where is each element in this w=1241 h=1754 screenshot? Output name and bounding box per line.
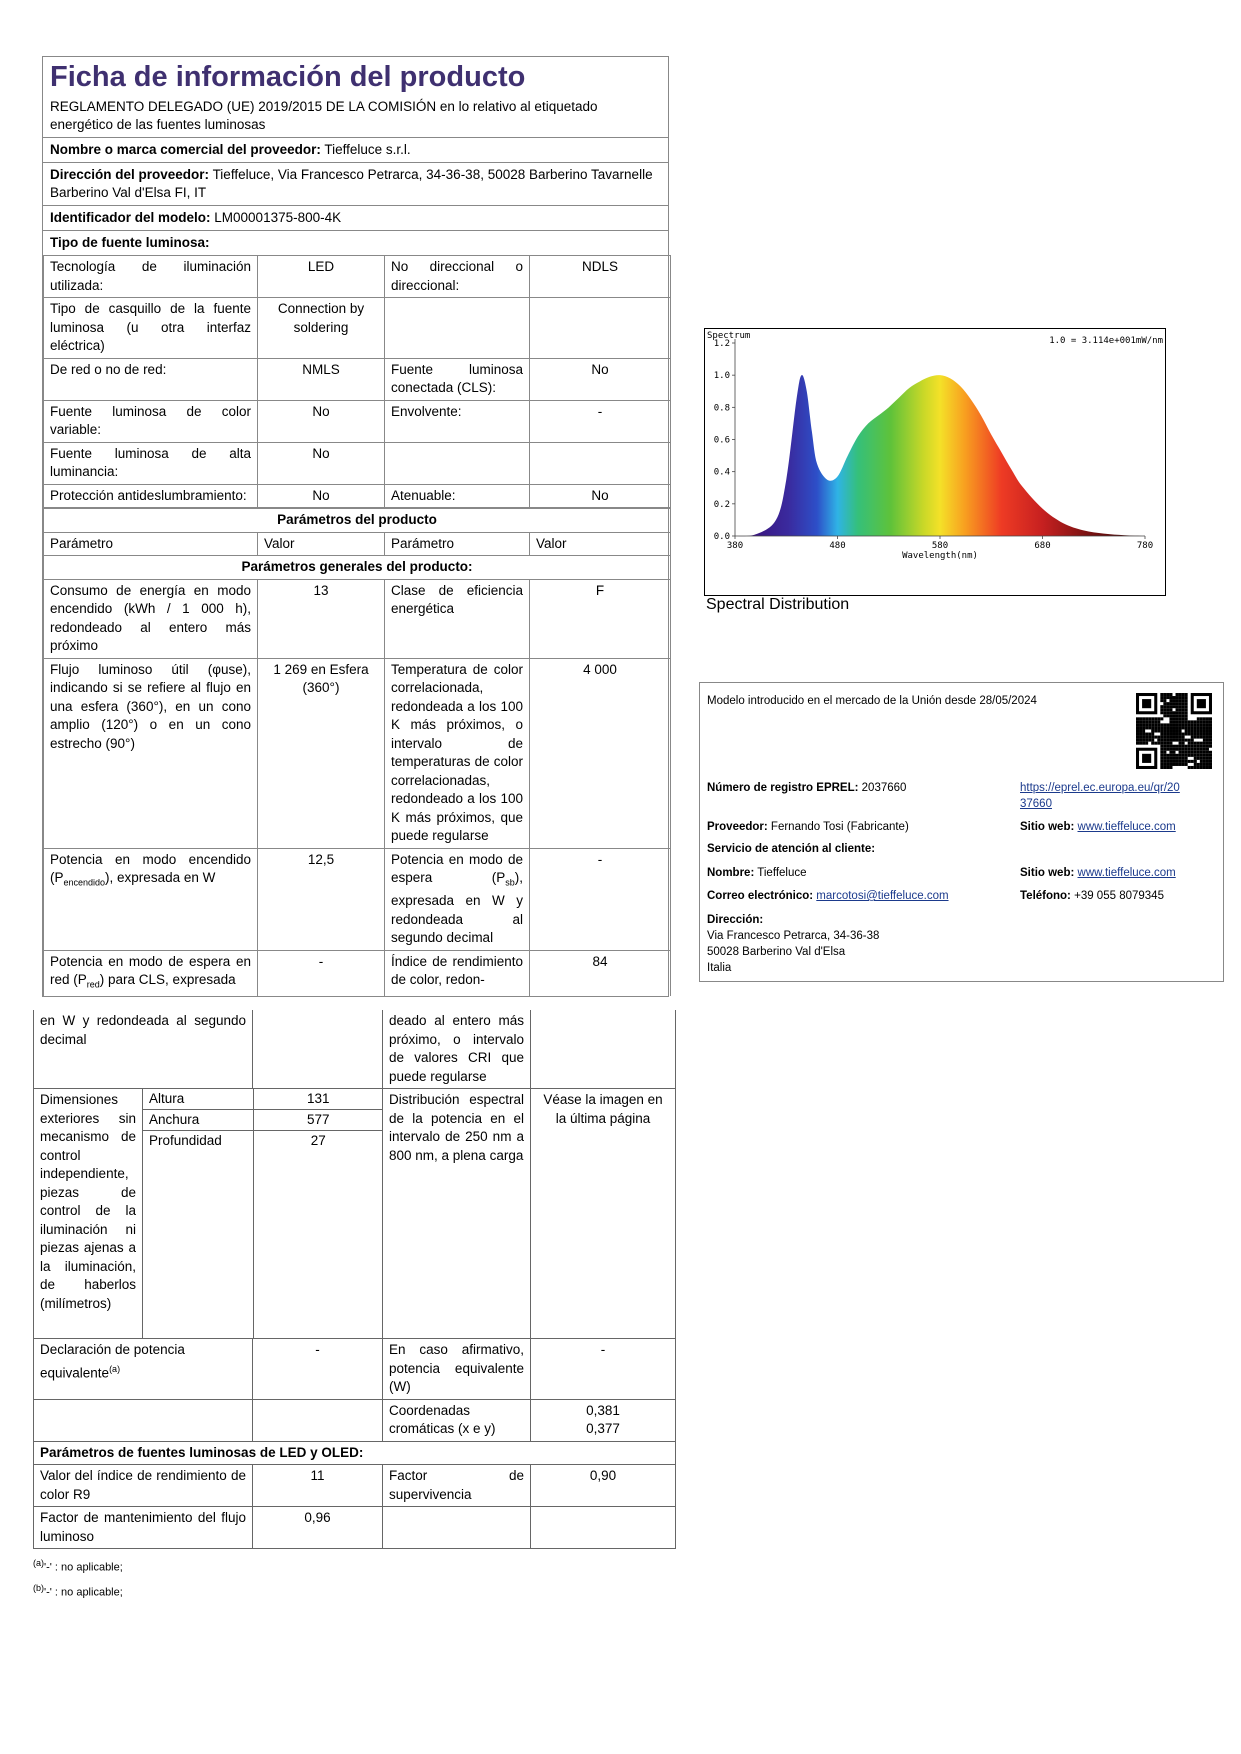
y-tick-label: 0.0 <box>713 532 730 542</box>
supplier-row <box>43 138 668 163</box>
eprel-reg: Número de registro EPREL: 2037660 <box>707 782 907 794</box>
source-cell: No <box>258 484 385 508</box>
model-label: Identificador del modelo: <box>50 210 211 225</box>
chroma-label: Coordenadas cromáticas (x e y) <box>383 1399 531 1441</box>
cont-empty-cell <box>253 1010 383 1089</box>
eprel-box <box>699 682 1224 982</box>
table-row <box>34 1010 676 1089</box>
eprel-intro: Modelo introducido en el mercado de la Unión desde 28/05/2024 <box>707 695 1037 707</box>
table-row <box>44 848 671 950</box>
maint-value: 0,96 <box>253 1507 383 1549</box>
y-tick-label: 0.8 <box>713 403 730 414</box>
empty-cell <box>383 1507 531 1549</box>
table-row <box>34 1089 676 1339</box>
chart-title: Spectrum <box>707 331 751 341</box>
chroma-x: 0,381 <box>586 1402 620 1418</box>
y-tick-label: 0.2 <box>713 499 730 510</box>
y-tick-label: 0.4 <box>713 467 730 478</box>
survival-label: Factor de supervivencia <box>383 1465 531 1507</box>
table-row <box>34 1507 676 1549</box>
website-link[interactable]: www.tieffeluce.com <box>1077 821 1176 833</box>
col-value-1: Valor <box>258 532 385 556</box>
source-cell: No direccional o direccional: <box>385 256 530 298</box>
source-cell <box>530 298 671 359</box>
address-label: Dirección del proveedor: <box>50 167 210 182</box>
eprel-link[interactable]: https://eprel.ec.europa.eu/qr/20 37660 <box>1020 782 1180 810</box>
qr-code-icon <box>1136 693 1212 769</box>
spectrum-area <box>735 375 1145 536</box>
address-value: Tieffeluce, Via Francesco Petrarca, 34-36-38, 50028 Barberino Tavarnelle Barberino Val d'Elsa FI, IT <box>50 167 653 200</box>
cont-right-text: deado al entero más próximo, o intervalo de valores CRI que puede regularse <box>383 1010 531 1089</box>
table-row <box>44 256 671 298</box>
table-row <box>44 484 671 508</box>
x-tick-label: 780 <box>1136 541 1154 551</box>
equiv-label: Declaración de potencia equivalente$^{(a)}$ <box>34 1339 253 1400</box>
dims-row <box>143 1131 383 1339</box>
col-param-2: Parámetro <box>385 532 530 556</box>
net-standby-label: Potencia en modo de espera en red $(P_{red})$ para CLS, expresada <box>44 950 258 996</box>
eprel-provider: Proveedor: Fernando Tosi (Fabricante) <box>707 821 909 833</box>
general-heading: Parámetros generales del producto: <box>44 556 671 580</box>
source-cell: No <box>258 442 385 484</box>
source-cell: Fuente luminosa de color variable: <box>44 400 258 442</box>
survival-value: 0,90 <box>531 1465 676 1507</box>
dims-row <box>143 1089 383 1110</box>
source-cell <box>530 442 671 484</box>
spectrum-svg <box>705 329 1165 595</box>
address-row <box>43 163 668 206</box>
spectrum-chart <box>704 328 1166 596</box>
table-row <box>44 658 671 848</box>
equiv-value: - <box>253 1339 383 1400</box>
source-cell: - <box>530 400 671 442</box>
source-cell: Connection by soldering <box>258 298 385 359</box>
dim-name: Altura <box>143 1089 253 1110</box>
continued-table <box>33 1010 676 1549</box>
cont-empty-cell <box>531 1010 676 1089</box>
x-tick-label: 680 <box>1034 541 1051 551</box>
table-row <box>44 442 671 484</box>
dims-subtable <box>143 1089 383 1338</box>
general-params-body <box>44 579 671 848</box>
params-table <box>43 508 671 996</box>
model-row <box>43 206 668 231</box>
params-heading: Parámetros del producto <box>44 509 671 533</box>
eprel-web2: Sitio web: www.tieffeluce.com <box>1020 867 1176 879</box>
empty-cell <box>34 1399 253 1441</box>
supplier-value: Tieffeluce s.r.l. <box>324 142 411 157</box>
product-info-sheet <box>42 56 669 997</box>
general-param-cell: F <box>530 579 671 658</box>
plot-area <box>714 339 1153 561</box>
general-param-cell: 1 269 en Esfera (360°) <box>258 658 385 848</box>
r9-value: 11 <box>253 1465 383 1507</box>
dim-value: 131 <box>253 1089 383 1110</box>
website-link-2[interactable]: www.tieffeluce.com <box>1077 867 1176 879</box>
footnote-b: $^{(b)}$'-' : no aplicable; <box>33 1582 123 1599</box>
source-cell: No <box>258 400 385 442</box>
qr-code-graphic <box>1136 693 1212 769</box>
source-cell: Tipo de casquillo de la fuente luminosa (u otra interfaz eléctrica) <box>44 298 258 359</box>
x-tick-label: 580 <box>931 541 949 551</box>
y-tick-label: 1.2 <box>713 339 730 349</box>
chart-caption: Spectral Distribution <box>706 596 850 613</box>
col-value-2: Valor <box>530 532 671 556</box>
eprel-url <box>1020 780 1180 812</box>
x-axis-label: Wavelength(nm) <box>902 551 978 561</box>
dims-cell <box>143 1089 383 1339</box>
spectral-value: Véase la imagen en la última página <box>531 1089 676 1339</box>
empty-cell <box>253 1399 383 1441</box>
standby-label: Potencia en modo de espera $(P_{sb})$, expresada en W y redondeada al segundo decimal <box>385 848 530 950</box>
dims-body <box>143 1089 383 1338</box>
cri-label: Índice de rendimiento de color, redon- <box>385 950 530 996</box>
email-link[interactable]: marcotosi@tieffeluce.com <box>816 890 949 902</box>
chroma-y: 0,377 <box>586 1421 620 1436</box>
source-cell: NMLS <box>258 358 385 400</box>
equiv-w-value: - <box>531 1339 676 1400</box>
col-param-1: Parámetro <box>44 532 258 556</box>
dim-name: Profundidad <box>143 1131 253 1339</box>
dim-name: Anchura <box>143 1110 253 1131</box>
table-row <box>34 1339 676 1400</box>
source-type-body <box>44 256 671 508</box>
eprel-web: Sitio web: www.tieffeluce.com <box>1020 821 1176 833</box>
y-tick-label: 0.6 <box>713 435 730 446</box>
eprel-name: Nombre: Tieffeluce <box>707 867 807 879</box>
eprel-email: Correo electrónico: marcotosi@tieffeluce.com <box>707 890 949 902</box>
led-heading: Parámetros de fuentes luminosas de LED y OLED: <box>34 1441 676 1465</box>
empty-cell <box>531 1507 676 1549</box>
cri-value: 84 <box>530 950 671 996</box>
cont-left-text: en W y redondeada al segundo decimal <box>34 1010 253 1089</box>
source-cell: Atenuable: <box>385 484 530 508</box>
product-info-sheet-continued <box>33 1010 675 1602</box>
general-param-cell: Temperatura de color correlacionada, redondeada a los 100 K más próximos, o intervalo de temperaturas de color correlacionadas, redondeado a los 100 K más próximos, que puede regularse <box>385 658 530 848</box>
general-param-cell: Flujo luminoso útil (φuse), indicando si se refiere al flujo en una esfera (360°), en un cono amplio (120°) o en un cono estrecho (90°) <box>44 658 258 848</box>
source-cell: Tecnología de iluminación utilizada: <box>44 256 258 298</box>
table-row <box>44 579 671 658</box>
y-tick-label: 1.0 <box>713 371 730 382</box>
maint-label: Factor de mantenimiento del flujo luminoso <box>34 1507 253 1549</box>
x-tick-label: 380 <box>726 541 744 551</box>
chart-scale-note: 1.0 = 3.114e+001mW/nm <box>1049 336 1163 346</box>
dim-value: 577 <box>253 1110 383 1131</box>
table-row <box>34 1399 676 1441</box>
supplier-label: Nombre o marca comercial del proveedor: <box>50 142 321 157</box>
dims-row <box>143 1110 383 1131</box>
source-cell: No <box>530 484 671 508</box>
r9-label: Valor del índice de rendimiento de color R9 <box>34 1465 253 1507</box>
eprel-address: Dirección: Via Francesco Petrarca, 34-36-38 50028 Barberino Val d'Elsa Italia <box>707 914 880 974</box>
standby-value: - <box>530 848 671 950</box>
general-param-cell: Consumo de energía en modo encendido (kWh / 1 000 h), redondeado al entero más próximo <box>44 579 258 658</box>
general-param-cell: Clase de eficiencia energética <box>385 579 530 658</box>
equiv-w-label: En caso afirmativo, potencia equivalente (W) <box>383 1339 531 1400</box>
source-type-table <box>43 255 671 508</box>
spectral-label: Distribución espectral de la potencia en el intervalo de 250 nm a 800 nm, a plena carga <box>383 1089 531 1339</box>
eprel-phone: Teléfono: +39 055 8079345 <box>1020 890 1164 902</box>
footnote-a: $^{(a)}$'-' : no aplicable; <box>33 1558 123 1574</box>
regulation-text: REGLAMENTO DELEGADO (UE) 2019/2015 DE LA COMISIÓN en lo relativo al etiquetado energético de las fuentes luminosas <box>43 95 668 138</box>
table-row <box>44 298 671 359</box>
source-cell: No <box>530 358 671 400</box>
source-cell: Protección antideslumbramiento: <box>44 484 258 508</box>
source-cell: De red o no de red: <box>44 358 258 400</box>
source-cell: Envolvente: <box>385 400 530 442</box>
source-cell <box>385 298 530 359</box>
general-param-cell: 4 000 <box>530 658 671 848</box>
source-cell: Fuente luminosa de alta luminancia: <box>44 442 258 484</box>
source-type-heading: Tipo de fuente luminosa: <box>50 235 210 250</box>
dim-value: 27 <box>310 1133 326 1148</box>
table-row <box>44 400 671 442</box>
source-cell <box>385 442 530 484</box>
model-value: LM00001375-800-4K <box>214 210 342 225</box>
table-row <box>44 950 671 996</box>
chroma-values <box>531 1399 676 1441</box>
source-cell: LED <box>258 256 385 298</box>
net-standby-value: - <box>258 950 385 996</box>
source-cell: NDLS <box>530 256 671 298</box>
table-row <box>44 358 671 400</box>
x-tick-label: 480 <box>829 541 846 551</box>
dims-label: Dimensiones exteriores sin mecanismo de control independiente, piezas de control de la iluminación ni piezas ajenas a la iluminación, de haberlos (milímetros) <box>34 1089 143 1339</box>
power-on-label: Potencia en modo encendido $(P_{encendido})$, expresada en W <box>44 848 258 950</box>
source-cell: Fuente luminosa conectada (CLS): <box>385 358 530 400</box>
table-row <box>34 1465 676 1507</box>
page-title: Ficha de información del producto <box>50 61 526 93</box>
footnotes <box>33 1553 675 1602</box>
eprel-service: Servicio de atención al cliente: <box>707 843 876 855</box>
power-on-value: 12,5 <box>258 848 385 950</box>
general-param-cell: 13 <box>258 579 385 658</box>
